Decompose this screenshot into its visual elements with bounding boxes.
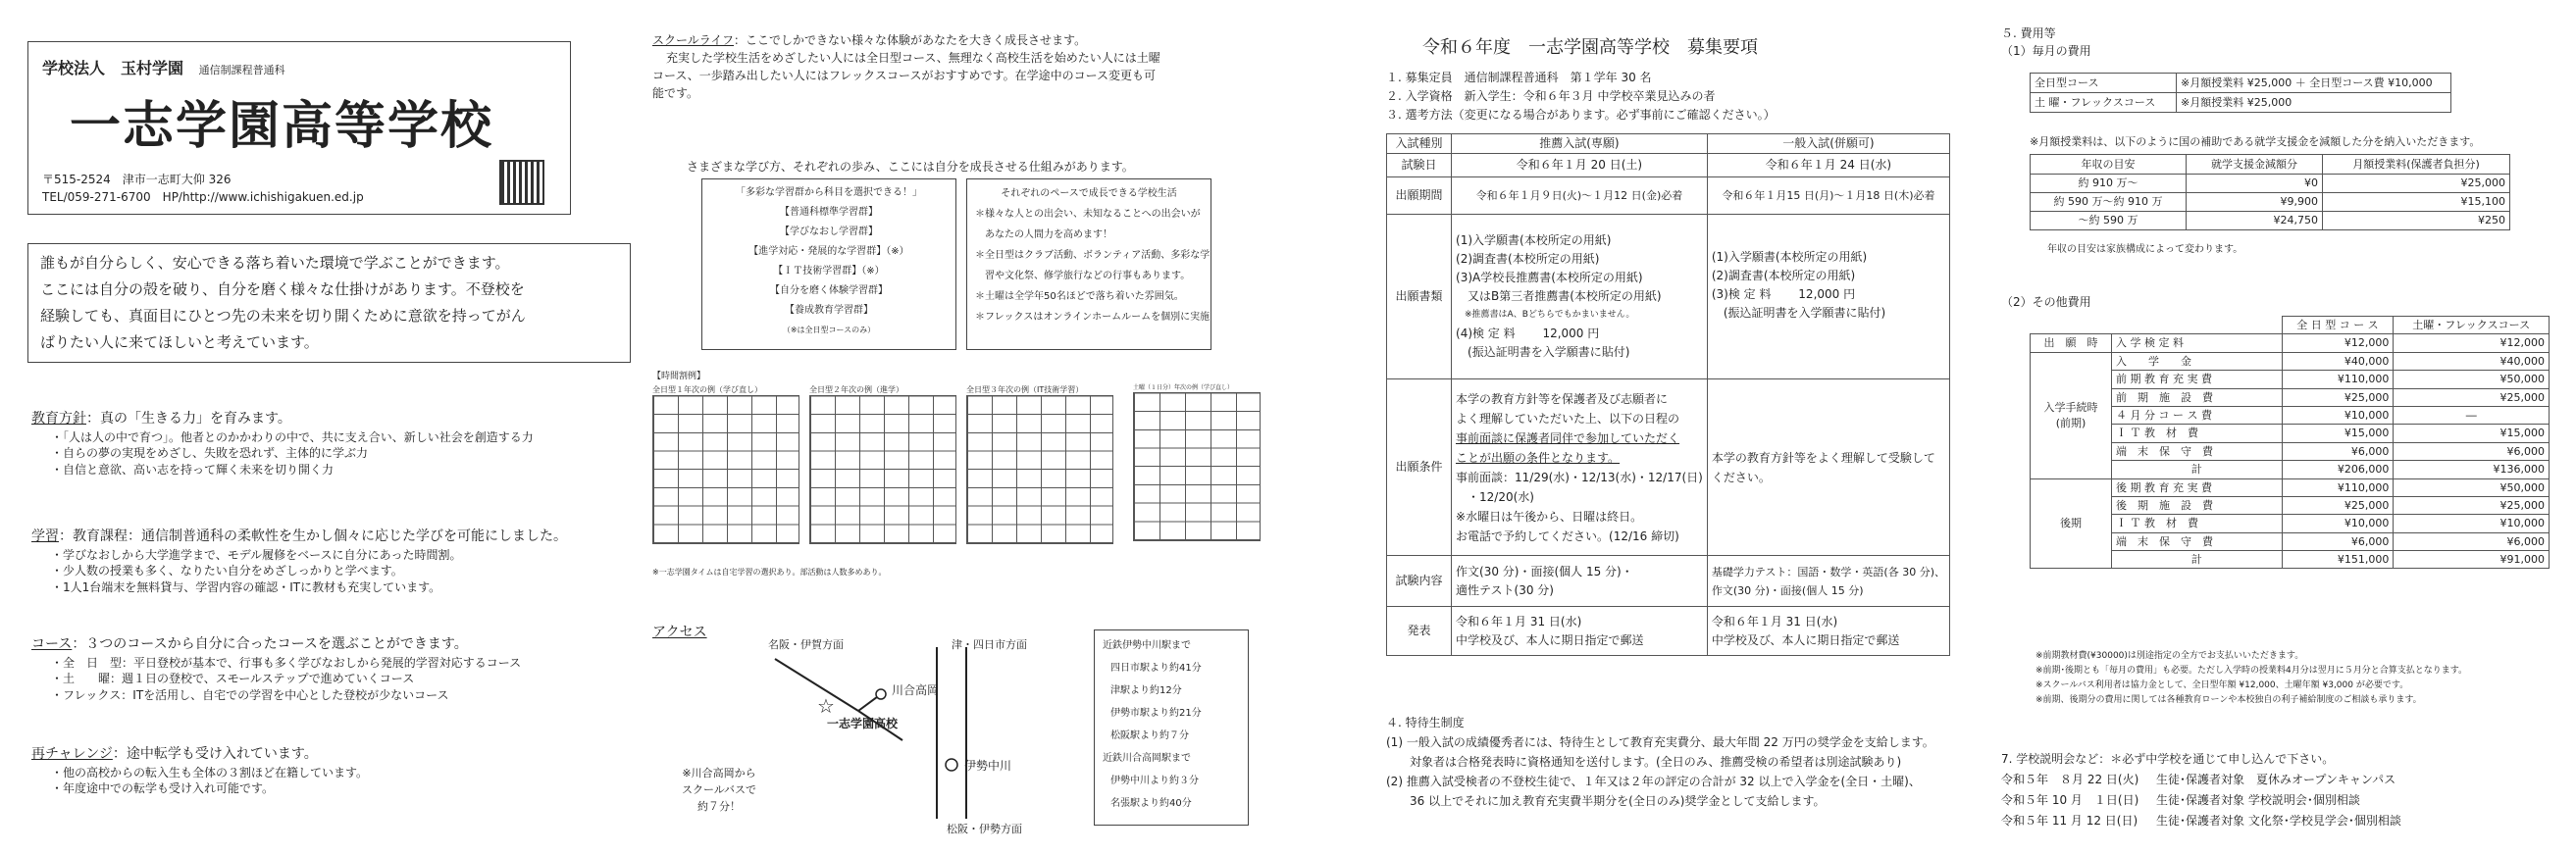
intro-box xyxy=(27,243,631,363)
table-cell: ¥6,000 xyxy=(2394,442,2550,460)
tokutai-section xyxy=(1386,713,1934,811)
timetable-grid xyxy=(1133,392,1261,541)
table-cell xyxy=(1707,556,1949,607)
map-label: 川合高岡 xyxy=(892,683,940,697)
row-label: 発表 xyxy=(1387,607,1452,656)
table-cell: ¥12,000 xyxy=(2394,334,2550,352)
list-item: ・他の高校からの転入生も全体の３割ほど在籍しています。 xyxy=(51,765,369,780)
row-label: 前 期 施 設 費 xyxy=(2112,388,2283,406)
school-contact: TEL/059-271-6700 HP/http://www.ichishigakuen.ed.jp xyxy=(42,190,364,204)
cell-line: 令和６年１月 31 日(水) xyxy=(1456,614,1582,629)
cell-line: 事前面談：11/29(水)・12/13(水)・12/17(日) xyxy=(1456,470,1703,484)
table-cell: ¥25,000 xyxy=(2282,388,2394,406)
access-heading: アクセス xyxy=(652,625,707,640)
timetable xyxy=(809,384,956,544)
access-map xyxy=(652,628,1300,843)
table-cell: ― xyxy=(2394,406,2550,424)
row-label: 前 期 教 育 充 実 費 xyxy=(2112,371,2283,388)
tokutai-line: 36 以上でそれに加え教育充実費半期分を(全日のみ)奨学金として支給します。 xyxy=(1386,794,1826,808)
section-heading: 7. 学校説明会など：＊必ず中学校を通じて申し込んで下さい。 xyxy=(2001,752,2335,766)
section-text: ：途中転学も受け入れています。 xyxy=(112,746,318,762)
row-label: 試験日 xyxy=(1387,154,1452,177)
table-cell: ¥24,750 xyxy=(2187,212,2323,230)
box-line: 【普通科標準学習群】 xyxy=(780,207,878,218)
section-text: コース、一歩踏み出したい人にはフレックスコースがおすすめです。在学途中のコース変更も可 xyxy=(652,69,1157,82)
row-group: 後期 xyxy=(2031,478,2112,569)
intro-line: 経験しても、真面目にひとつ先の未来を切り開くために意欲を持ってがん xyxy=(40,307,526,325)
rail-line: 松阪駅より約７分 xyxy=(1110,730,1189,741)
rail-line: 伊勢市駅より約21分 xyxy=(1110,708,1202,719)
cell-line: 作文(30 分)・面接(個人 15 分)・ xyxy=(1456,564,1633,578)
cell-line: (振込証明書を入学願書に貼付) xyxy=(1711,306,1886,320)
table-cell: 令和６年１月９日(火)～１月12 日(金)必着 xyxy=(1452,177,1708,215)
table-cell: ¥250 xyxy=(2323,212,2510,230)
table-cell: ¥10,000 xyxy=(2394,515,2550,532)
cell-line: (1)入学願書(本校所定の用紙) xyxy=(1711,250,1868,264)
table-header: 月額授業料(保護者負担分) xyxy=(2323,155,2510,175)
rail-line: 伊勢中川より約３分 xyxy=(1110,776,1199,786)
box-line: ＊様々な人との出会い、未知なることへの出会いが xyxy=(975,209,1201,220)
row-label: 端 末 保 守 費 xyxy=(2112,442,2283,460)
table-cell xyxy=(1707,379,1949,556)
bus-note-line: スクールバスで xyxy=(681,783,756,796)
intro-line: ここには自分の殻を破り、自分を磨く様々な仕掛けがあります。不登校を xyxy=(40,280,525,298)
rail-line: 近鉄川合高岡駅まで xyxy=(1103,753,1191,764)
row-label: 出願期間 xyxy=(1387,177,1452,215)
cell-line: (3)A学校長推薦書(本校所定の用紙) xyxy=(1456,271,1643,284)
timetable-caption: 全日型３年次の例（IT技術学習） xyxy=(966,385,1084,394)
setsumei-section xyxy=(2001,749,2401,831)
section-text: 充実した学校生活をめざしたい人には全日型コース、無理なく高校生活を始めたい人には土曜 xyxy=(666,51,1160,65)
table-header: 年収の目安 xyxy=(2031,155,2187,175)
section-text: ：ここでしかできない様々な体験があなたを大きく成長させます。 xyxy=(734,33,1087,47)
intro-line: ばりたい人に来てほしいと考えています。 xyxy=(40,333,319,351)
cell-line: (1)入学願書(本校所定の用紙) xyxy=(1456,233,1612,247)
box-line: それぞれのペースで成長できる学校生活 xyxy=(1001,188,1177,199)
table-cell: ¥136,000 xyxy=(2394,461,2550,478)
tokutai-line: (2) 推薦入試受検者の不登校生徒で、１年又は２年の評定の合計が 32 以上で入学金を(全日・土曜)、 xyxy=(1386,775,1921,788)
timetables xyxy=(652,384,1300,580)
table-cell: ¥25,000 xyxy=(2323,175,2510,193)
school-address: 〒515-2524 津市一志町大仰 326 xyxy=(42,173,232,186)
note-line: ※スクールバス利用者は協力金として、全日型年額 ¥12,000、土曜年額 ¥3,000 が必要です。 xyxy=(2035,680,2409,690)
table-cell: ¥40,000 xyxy=(2282,352,2394,370)
cell-line: ください。 xyxy=(1711,470,1771,484)
row-group: 入学手続時 (前期) xyxy=(2031,352,2112,478)
row-label: 入 学 検 定 料 xyxy=(2112,334,2283,352)
rail-line: 名張駅より約40分 xyxy=(1110,798,1192,809)
list-item: ・全 日 型：平日登校が基本で、行事も多く学びなおしから発展的学習対応するコース xyxy=(51,655,522,670)
timetable xyxy=(966,384,1113,544)
admission-item: １. 募集定員 通信制課程普通科 第１学年 30 名 xyxy=(1386,71,1652,84)
bus-note xyxy=(670,765,768,815)
section-text: ：教育課程：通信制普通科の柔軟性を生かし個々に応じた学びを可能にしました。 xyxy=(59,528,567,544)
lead-text: さまざまな学び方、それぞれの歩み、ここには自分を成長させる仕組みがあります。 xyxy=(687,160,1134,174)
admission-table xyxy=(1386,133,1950,656)
table-cell: 約 910 万～ xyxy=(2031,175,2187,193)
cell-line: (2)調査書(本校所定の用紙) xyxy=(1456,252,1600,266)
table-cell xyxy=(1452,556,1708,607)
table-cell: ¥50,000 xyxy=(2394,478,2550,496)
box-line: 「多彩な学習群から科目を選択できる！」 xyxy=(736,187,922,198)
table-header: 土曜・フレックスコース xyxy=(2394,317,2550,334)
section-rechallenge xyxy=(31,745,620,797)
school-life-box xyxy=(966,178,1211,350)
school-name: 一志学園高等学校 xyxy=(70,96,494,156)
list-item: ・自信と意欲、高い志を持って輝く未来を切り開く力 xyxy=(51,463,335,478)
table-cell: ¥206,000 xyxy=(2282,461,2394,478)
note-line: ※前期教材費(¥30000)は別途指定の全方でお支払いいただきます。 xyxy=(2035,651,2304,661)
cell-line: 事前面談に保護者同伴で参加していただく xyxy=(1456,430,1680,445)
table-cell: 令和６年１月15 日(月)～１月18 日(木)必着 xyxy=(1707,177,1949,215)
cell-line: 本学の教育方針等をよく理解して受験して xyxy=(1711,450,1935,465)
school-course: 通信制課程普通科 xyxy=(198,64,285,76)
row-label: 後 期 施 設 費 xyxy=(2112,496,2283,514)
cell-line: 本学の教育方針等を保護者及び志願者に xyxy=(1456,391,1669,406)
cell-line: (3)検 定 料 12,000 円 xyxy=(1711,287,1856,301)
school-corp: 学校法人 玉村学園 通信制課程普通科 xyxy=(42,59,285,77)
section-text: ：真の「生きる力」を育みます。 xyxy=(86,411,291,427)
table-cell: ※月額授業料 ¥25,000 xyxy=(2177,93,2451,113)
timetable-title: 【時間割例】 xyxy=(652,372,706,381)
cell-line: (振込証明書を入学願書に貼付) xyxy=(1456,345,1630,359)
cell-line: 作文(30 分)・面接(個人 15 分) xyxy=(1711,583,1864,597)
timetable xyxy=(652,384,799,544)
row-label: Ｉ Ｔ 教 材 費 xyxy=(2112,425,2283,442)
tokutai-line: 対象者は合格発表時に資格通知を送付します。(全日のみ、推薦受検の希望者は別途試験あり) xyxy=(1386,755,1902,769)
map-label: 伊勢中川 xyxy=(964,759,1012,773)
cell-line: 基礎学力テスト：国語・数学・英語(各 30 分)、 xyxy=(1711,565,1945,578)
table-cell xyxy=(1707,607,1949,656)
table-cell: ¥110,000 xyxy=(2282,371,2394,388)
table-cell: ※月額授業料 ¥25,000 ＋ 全日型コース費 ¥10,000 xyxy=(2177,74,2451,93)
table-cell: 令和６年１月 20 日(土) xyxy=(1452,154,1708,177)
monthly-fee-table xyxy=(2030,73,2451,113)
section-kyoiku xyxy=(31,410,620,478)
rail-access-box xyxy=(1094,629,1249,826)
section-subheading: （1）毎月の費用 xyxy=(2001,44,2091,58)
section-heading: 学習 xyxy=(31,528,59,544)
row-label: 計 xyxy=(2112,551,2283,569)
table-cell: ¥15,000 xyxy=(2282,425,2394,442)
map-label: 松阪・伊勢方面 xyxy=(947,823,1022,835)
cell-line: お電話で予約してください。(12/16 締切) xyxy=(1456,528,1679,543)
box-line: 【学びなおし学習群】 xyxy=(780,226,878,237)
admission-item: ３. 選考方法（変更になる場合があります。必ず事前にご確認ください。） xyxy=(1386,108,1776,122)
list-item: ・年度途中での転学も受け入れ可能です。 xyxy=(51,781,275,796)
table-cell: ¥10,000 xyxy=(2282,406,2394,424)
list-item: ・「人は人の中で育つ」。他者とのかかわりの中で、共に支え合い、新しい社会を創造する力 xyxy=(51,429,534,444)
table-header: 全 日 型 コ ー ス xyxy=(2282,317,2394,334)
table-cell: ～約 590 万 xyxy=(2031,212,2187,230)
table-cell xyxy=(1707,215,1949,379)
map-station-kawai xyxy=(876,689,886,699)
box-line: 習や文化祭、修学旅行などの行事もあります。 xyxy=(975,271,1191,281)
cell-line: (2)調査書(本校所定の用紙) xyxy=(1711,269,1856,282)
cell-line: 中学校及び、本人に期日指定で郵送 xyxy=(1456,632,1644,647)
table-cell: ¥25,000 xyxy=(2282,496,2394,514)
row-label: ４ 月 分 コ ー ス 費 xyxy=(2112,406,2283,424)
row-label: Ｉ Ｔ 教 材 費 xyxy=(2112,515,2283,532)
table-cell: ¥0 xyxy=(2187,175,2323,193)
table-cell: ¥40,000 xyxy=(2394,352,2550,370)
table-corner xyxy=(2112,317,2283,334)
note-line: ※前期、後期分の費用に関しては各種教育ローンや本校独自の利子補給制度のご相談も承ります。 xyxy=(2035,695,2422,705)
study-groups-box xyxy=(701,178,956,350)
table-cell: ¥15,100 xyxy=(2323,193,2510,212)
support-note: ※月額授業料は、以下のように国の補助である就学支援金を減額した分を納入いただきます。 xyxy=(2030,135,2481,148)
table-cell: ¥151,000 xyxy=(2282,551,2394,569)
table-cell: ¥9,900 xyxy=(2187,193,2323,212)
box-line: 【進学対応・発展的な学習群】（※） xyxy=(748,246,909,257)
table-cell: 令和６年１月 24 日(水) xyxy=(1707,154,1949,177)
intro-line: 誰もが自分らしく、安心できる落ち着いた環境で学ぶことができます。 xyxy=(40,254,510,272)
table-cell: 約 590 万～約 910 万 xyxy=(2031,193,2187,212)
school-star-icon: ☆ xyxy=(817,694,835,718)
box-line: ＊フレックスはオンラインホームルームを個別に実施 xyxy=(975,312,1211,323)
cell-line: ことが出願の条件となります。 xyxy=(1456,450,1621,465)
row-label: 入 学 金 xyxy=(2112,352,2283,370)
section-text: ：３つのコースから自分に合ったコースを選ぶことができます。 xyxy=(72,636,468,652)
cell-line: ※水曜日は午後から、日曜は終日。 xyxy=(1456,509,1643,524)
event-date: 令和５年 ８月 22 日(火) xyxy=(2001,773,2139,786)
cell-line: よく理解していただいた上、以下の日程の xyxy=(1456,411,1680,426)
box-line: ＊土曜は全学年50名ほどで落ち着いた雰囲気。 xyxy=(975,291,1184,302)
timetable-grid xyxy=(809,395,956,544)
table-cell: ¥110,000 xyxy=(2282,478,2394,496)
timetable-caption: 土曜（１日分）年次の例（学び直し） xyxy=(1133,384,1234,391)
fee-notes xyxy=(2035,649,2565,708)
section-heading: 再チャレンジ xyxy=(31,746,113,762)
map-label: 津・四日市方面 xyxy=(952,638,1027,651)
table-corner xyxy=(2031,317,2112,334)
cell-line: (4)検 定 料 12,000 円 xyxy=(1456,327,1600,340)
table-cell: ¥91,000 xyxy=(2394,551,2550,569)
table-cell: ¥6,000 xyxy=(2282,442,2394,460)
section-heading: ４. 特待生制度 xyxy=(1386,716,1465,729)
row-label: 計 xyxy=(2112,461,2283,478)
table-cell: ¥12,000 xyxy=(2282,334,2394,352)
table-cell: ¥25,000 xyxy=(2394,496,2550,514)
box-line: （※は全日型コースのみ） xyxy=(782,326,876,334)
note-line: ※前期･後期とも「毎月の費用」も必要。ただし入学時の授業料4月分は翌月に５月分と合算支払となります。 xyxy=(2035,666,2468,676)
table-cell: 土 曜・フレックスコース xyxy=(2031,93,2177,113)
event-title: 生徒･保護者対象 夏休みオープンキャンパス xyxy=(2156,773,2396,786)
table-cell xyxy=(1452,607,1708,656)
section-text: 能です。 xyxy=(652,86,699,100)
rail-line: 四日市駅より約41分 xyxy=(1110,663,1202,674)
event-date: 令和５年 11 月 12 日(日) xyxy=(2001,814,2138,828)
timetable-note: ※一志学園タイムは自宅学習の選択あり。部活動は人数多めあり。 xyxy=(652,568,887,577)
tokutai-line: (1) 一般入試の成績優秀者には、特待生として教育充実費分、最大年間 22 万円の奨学金を支給します。 xyxy=(1386,735,1934,749)
table-cell: ¥25,000 xyxy=(2394,388,2550,406)
box-line: 【養成教育学習群】 xyxy=(785,305,873,316)
map-school-label: 一志学園高校 xyxy=(827,717,899,730)
cell-line: 令和６年１月 31 日(水) xyxy=(1711,614,1838,629)
row-group: 出 願 時 xyxy=(2031,334,2112,352)
table-cell: ¥10,000 xyxy=(2282,515,2394,532)
table-cell: ¥50,000 xyxy=(2394,371,2550,388)
section-subheading: （2）その他費用 xyxy=(2001,295,2091,309)
school-header-box xyxy=(27,41,571,215)
box-line: 【ＩＴ技術学習群】（※） xyxy=(773,266,885,277)
event-title: 生徒･保護者対象 学校説明会･個別相談 xyxy=(2156,793,2360,807)
support-foot: 年収の目安は家族構成によって変わります。 xyxy=(2047,244,2243,255)
support-table xyxy=(2030,154,2510,230)
column-intro xyxy=(0,0,628,855)
timetable-caption: 全日型２年次の例（進学） xyxy=(809,385,903,394)
list-item: ・少人数の授業も多く、なりたい自分をめざしっかりと学べます。 xyxy=(51,564,403,578)
rail-line: 津駅より約12分 xyxy=(1110,685,1182,696)
row-label: 出願条件 xyxy=(1387,379,1452,556)
admission-item: ２. 入学資格 新入学生：令和６年３月 中学校卒業見込みの者 xyxy=(1386,89,1716,103)
section-heading: スクールライフ xyxy=(652,33,735,47)
column-admission xyxy=(1368,0,1996,855)
timetable-grid xyxy=(652,395,799,544)
table-header: 就学支援金減額分 xyxy=(2187,155,2323,175)
section-course xyxy=(31,635,620,704)
map-label: 名阪・伊賀方面 xyxy=(768,638,844,651)
row-label: 出願書類 xyxy=(1387,215,1452,379)
cell-line: ※推薦書はA、Bどちらでもかまいません。 xyxy=(1456,310,1635,320)
section-gakushu xyxy=(31,528,620,596)
box-line: ＊全日型はクラブ活動、ボランティア活動、多彩な学 xyxy=(975,250,1211,261)
table-header: 一般入試(併願可) xyxy=(1707,134,1949,154)
table-cell: ¥6,000 xyxy=(2394,532,2550,550)
row-label: 試験内容 xyxy=(1387,556,1452,607)
table-cell: ¥15,000 xyxy=(2394,425,2550,442)
table-cell: 全日型コース xyxy=(2031,74,2177,93)
row-label: 端 末 保 守 費 xyxy=(2112,532,2283,550)
event-title: 生徒･保護者対象 文化祭･学校見学会･個別相談 xyxy=(2156,814,2401,828)
table-header: 推薦入試(専願) xyxy=(1452,134,1708,154)
school-life xyxy=(652,31,1300,102)
column-school-life xyxy=(643,0,1310,855)
list-item: ・学びなおしから大学進学まで、モデル履修をベースに自分にあった時間割。 xyxy=(51,547,462,562)
table-header: 入試種別 xyxy=(1387,134,1452,154)
cell-line: 中学校及び、本人に期日指定で郵送 xyxy=(1711,632,1900,647)
table-cell xyxy=(1452,215,1708,379)
bus-note-line: 約７分！ xyxy=(697,800,741,813)
table-cell: ¥6,000 xyxy=(2282,532,2394,550)
map-station-ise xyxy=(946,759,957,771)
row-label: 後 期 教 育 充 実 費 xyxy=(2112,478,2283,496)
timetable-caption: 全日型１年次の例（学び直し） xyxy=(652,385,762,394)
list-item: ・1人1台端末を無料貸与、学習内容の確認・ITに教材も充実しています。 xyxy=(51,580,441,595)
cell-line: ・12/20(水) xyxy=(1456,489,1534,504)
cell-line: 適性テスト(30 分) xyxy=(1456,582,1554,597)
list-item: ・フレックス：ITを活用し、自宅での学習を中心とした登校が少ないコース xyxy=(51,688,449,703)
event-date: 令和５年 10 月 １日(日) xyxy=(2001,793,2139,807)
box-line: あなたの人間力を高めます！ xyxy=(975,229,1112,240)
section-heading: ５. 費用等 xyxy=(2001,26,2056,40)
admission-title: 令和６年度 一志学園高等学校 募集要項 xyxy=(1422,37,1758,58)
table-cell xyxy=(1452,379,1708,556)
section-heading: 教育方針 xyxy=(31,411,86,427)
bus-note-line: ※川合高岡から xyxy=(682,767,756,780)
rail-line: 近鉄伊勢中川駅まで xyxy=(1103,640,1191,651)
column-fees xyxy=(1996,0,2570,855)
cell-line: 又はB第三者推薦書(本校所定の用紙) xyxy=(1456,289,1662,303)
qr-code-icon xyxy=(499,160,544,205)
timetable-grid xyxy=(966,395,1113,544)
other-fee-table xyxy=(2030,316,2550,569)
list-item: ・自らの夢の実現をめざし、失敗を恐れず、主体的に学ぶ力 xyxy=(51,446,369,461)
admission-items xyxy=(1386,69,1776,125)
section-heading: コース xyxy=(31,636,73,652)
list-item: ・土 曜：週１日の登校で、スモールステップで進めていくコース xyxy=(51,672,415,686)
box-line: 【自分を磨く体験学習群】 xyxy=(770,285,888,296)
timetable xyxy=(1133,384,1261,541)
